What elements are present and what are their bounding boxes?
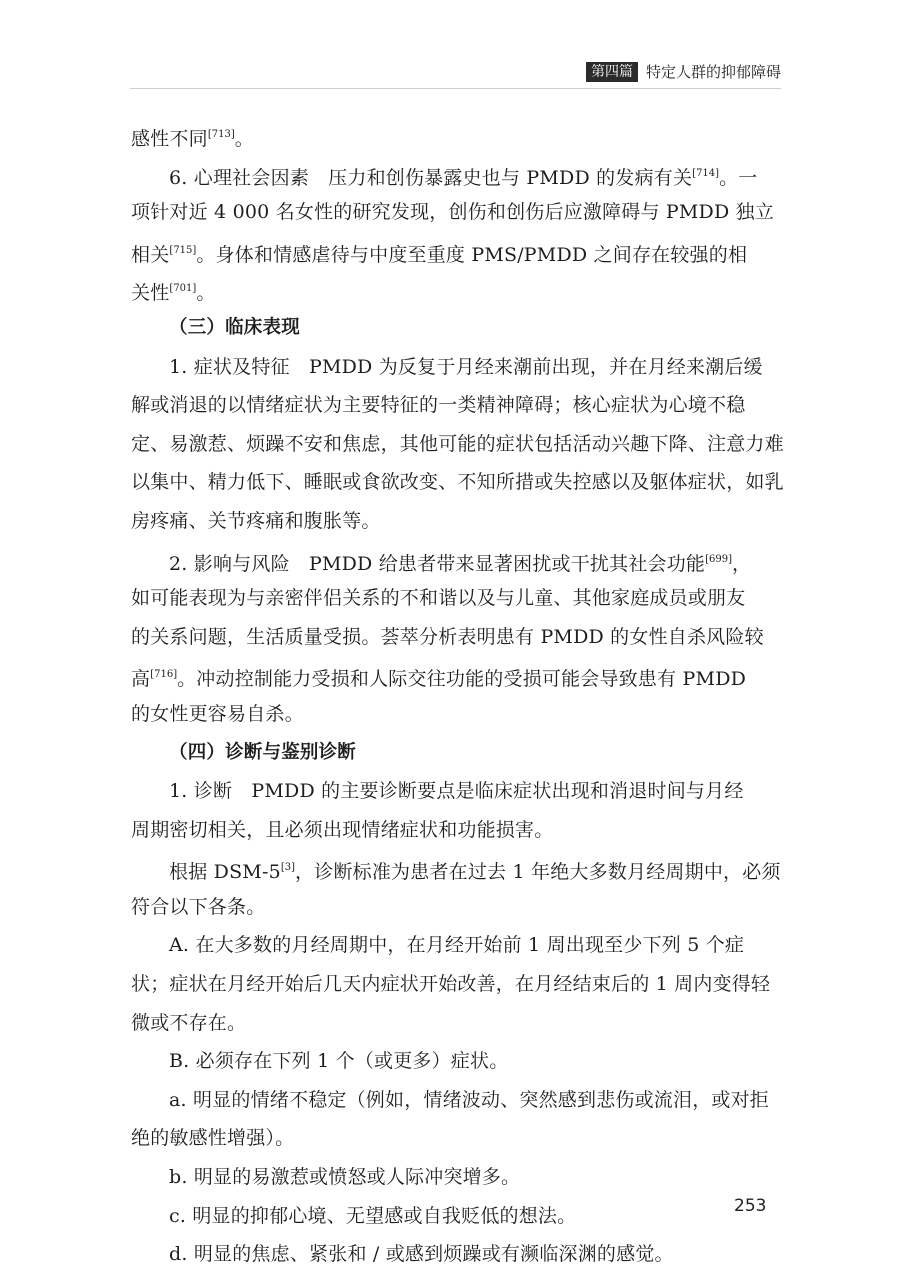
citation-ref: [699] xyxy=(705,553,733,565)
citation-ref: [714] xyxy=(692,167,720,179)
section-heading: （三）临床表现 xyxy=(169,316,300,338)
text-line: 相关[715]。身体和情感虐待与中度至重度 PMS/PMDD 之间存在较强的相 xyxy=(131,243,748,266)
text-line: A. 在大多数的月经周期中，在月经开始前 1 周出现至少下列 5 个症 xyxy=(169,934,745,957)
text-line: 项针对近 4 000 名女性的研究发现，创伤和创伤后应激障碍与 PMDD 独立 xyxy=(131,201,775,224)
text-line: 定、易激惹、烦躁不安和焦虑，其他可能的症状包括活动兴趣下降、注意力难 xyxy=(131,432,784,455)
text-line: 1. 症状及特征 PMDD 为反复于月经来潮前出现，并在月经来潮后缓 xyxy=(169,355,763,378)
text-line: 状；症状在月经开始后几天内症状开始改善，在月经结束后的 1 周内变得轻 xyxy=(131,973,771,996)
chapter-title: 特定人群的抑郁障碍 xyxy=(645,63,781,81)
text-line: 1. 诊断 PMDD 的主要诊断要点是临床症状出现和消退时间与月经 xyxy=(169,780,744,803)
body-text xyxy=(131,116,784,1274)
text-line: 感性不同[713]。 xyxy=(131,128,254,150)
text-line: 的关系问题，生活质量受损。荟萃分析表明患有 PMDD 的女性自杀风险较 xyxy=(131,625,764,648)
header-divider xyxy=(130,88,781,89)
citation-ref: [713] xyxy=(207,129,235,140)
text-line: 周期密切相关，且必须出现情绪症状和功能损害。 xyxy=(131,818,554,841)
citation-ref: [701] xyxy=(169,283,197,295)
citation-ref: [716] xyxy=(150,669,178,681)
text-line: 根据 DSM-5[3]，诊断标准为患者在过去 1 年绝大多数月经周期中，必须 xyxy=(169,861,781,884)
text-line: 绝的敏感性增强）。 xyxy=(131,1127,295,1150)
text-line: c. 明显的抑郁心境、无望感或自我贬低的想法。 xyxy=(169,1204,577,1227)
text-line: a. 明显的情绪不稳定（例如，情绪波动、突然感到悲伤或流泪，或对拒 xyxy=(169,1088,770,1111)
chapter-badge: 第四篇 xyxy=(586,62,638,82)
text-line: 如可能表现为与亲密伴侣关系的不和谐以及与儿童、其他家庭成员或朋友 xyxy=(131,587,746,610)
running-header xyxy=(586,62,781,82)
text-line: B. 必须存在下列 1 个（或更多）症状。 xyxy=(169,1050,509,1073)
text-line: 6. 心理社会因素 压力和创伤暴露史也与 PMDD 的发病有关[714]。一 xyxy=(169,166,758,189)
text-line: 符合以下各条。 xyxy=(131,895,266,918)
text-line: 微或不存在。 xyxy=(131,1011,247,1034)
text-line: 2. 影响与风险 PMDD 给患者带来显著困扰或干扰其社会功能[699]， xyxy=(169,552,752,575)
text-line: 房疼痛、关节疼痛和腹胀等。 xyxy=(131,509,381,532)
citation-ref: [715] xyxy=(169,244,197,256)
text-line: 以集中、精力低下、睡眠或食欲改变、不知所措或失控感以及躯体症状，如乳 xyxy=(131,471,784,494)
text-line: 解或消退的以情绪症状为主要特征的一类精神障碍；核心症状为心境不稳 xyxy=(131,394,746,417)
text-line: b. 明显的易激惹或愤怒或人际冲突增多。 xyxy=(169,1166,521,1189)
text-line: 的女性更容易自杀。 xyxy=(131,702,304,725)
text-line: 高[716]。冲动控制能力受损和人际交往功能的受损可能会导致患有 PMDD xyxy=(131,668,747,691)
text-line: d. 明显的焦虑、紧张和 / 或感到烦躁或有濒临深渊的感觉。 xyxy=(169,1243,674,1266)
citation-ref: [3] xyxy=(280,862,296,874)
page-number: 253 xyxy=(734,1196,767,1216)
section-heading: （四）诊断与鉴别诊断 xyxy=(169,741,357,763)
text-line: 关性[701]。 xyxy=(131,282,216,305)
